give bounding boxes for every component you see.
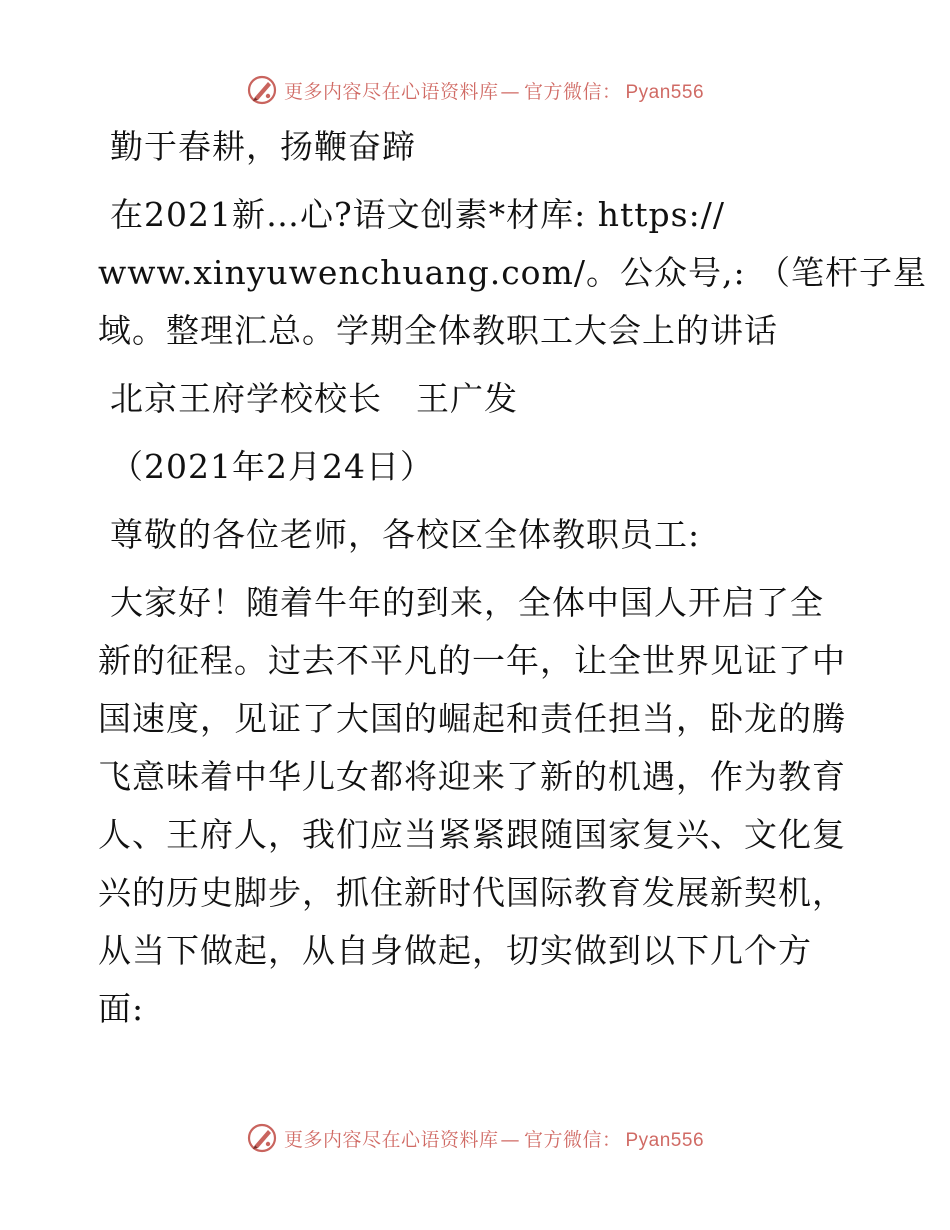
body-line-5: 人、王府人，我们应当紧紧跟随国家复兴、文化复 <box>98 815 846 854</box>
header-banner-text <box>284 77 704 104</box>
source-line-1: 在2021新…心?语文创素*材库: https:// <box>110 195 725 234</box>
footer-wechat-id: Pyan556 <box>625 1129 705 1151</box>
body-line-1: 大家好！随着牛年的到来，全体中国人开启了全 <box>110 583 824 622</box>
document-title: 勤于春耕，扬鞭奋蹄 <box>110 127 416 166</box>
header-banner <box>0 70 950 110</box>
header-site-text: 更多内容尽在心语资料库 <box>283 80 499 103</box>
header-wechat-label: 官方微信： <box>523 80 622 103</box>
salutation-line: 尊敬的各位老师，各校区全体教职员工: <box>110 515 701 554</box>
footer-banner-text <box>284 1125 704 1152</box>
header-wechat-id: Pyan556 <box>625 81 705 103</box>
source-line-2: www.xinyuwenchuang.com/。公众号,: （笔杆子星 <box>98 253 928 292</box>
logo-icon <box>246 74 278 106</box>
body-line-4: 飞意味着中华儿女都将迎来了新的机遇，作为教育 <box>98 757 846 796</box>
document-body <box>98 118 928 1038</box>
body-line-6: 兴的历史脚步，抓住新时代国际教育发展新契机， <box>98 873 846 912</box>
footer-site-text: 更多内容尽在心语资料库 <box>283 1128 499 1151</box>
body-line-8: 面: <box>98 989 145 1028</box>
speaker-line: 北京王府学校校长 王广发 <box>110 379 518 418</box>
footer-wechat-label: 官方微信： <box>523 1128 622 1151</box>
body-line-3: 国速度，见证了大国的崛起和责任担当，卧龙的腾 <box>98 699 846 738</box>
footer-dash: — <box>500 1128 520 1151</box>
body-line-7: 从当下做起，从自身做起，切实做到以下几个方 <box>98 931 812 970</box>
body-line-2: 新的征程。过去不平凡的一年，让全世界见证了中 <box>98 641 846 680</box>
date-line: （2021年2月24日） <box>110 447 434 486</box>
logo-icon <box>246 1122 278 1154</box>
footer-banner <box>0 1118 950 1158</box>
source-line-3: 域。整理汇总。学期全体教职工大会上的讲话 <box>98 311 778 350</box>
header-dash: — <box>500 80 520 103</box>
